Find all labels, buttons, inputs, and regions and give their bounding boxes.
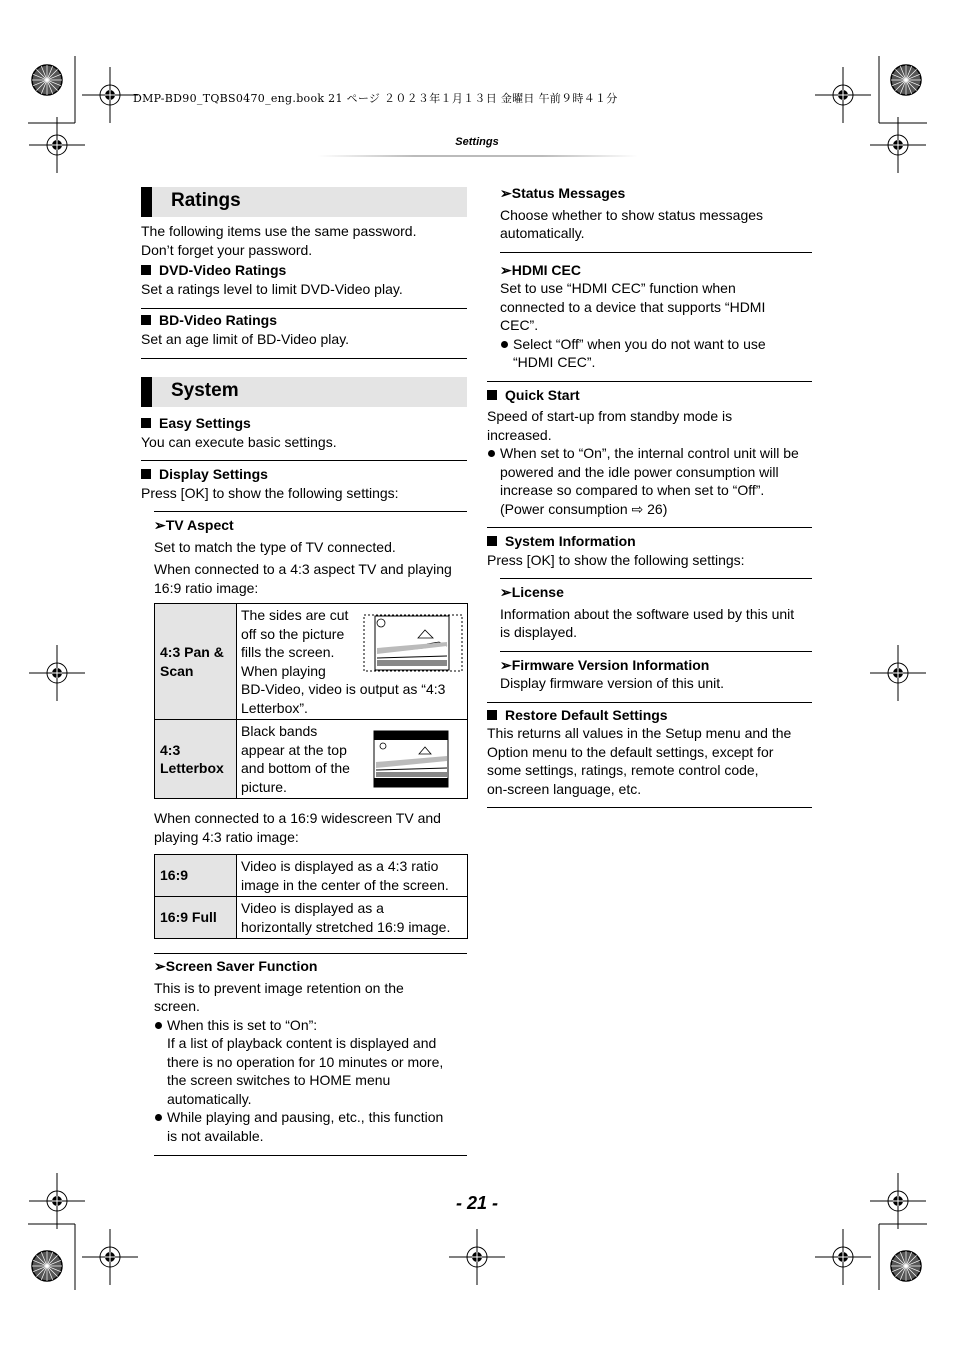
hdmi-cec-heading: ➢HDMI CEC bbox=[500, 261, 581, 278]
square-bullet-icon bbox=[141, 315, 151, 325]
option-key bbox=[155, 720, 237, 799]
restore-defaults-heading bbox=[487, 706, 812, 725]
tv-aspect-43-line1: When connected to a 4:3 aspect TV and playing bbox=[154, 561, 452, 577]
tv-aspect-169-line2: playing 4:3 ratio image: bbox=[154, 828, 299, 845]
table-row bbox=[155, 604, 468, 720]
table-row bbox=[155, 720, 468, 799]
tv-aspect-desc: Set to match the type of TV connected. bbox=[154, 538, 396, 555]
screen-saver-label: Screen Saver Function bbox=[165, 958, 318, 974]
option-key-line: 4:3 Pan & bbox=[160, 644, 224, 660]
divider bbox=[487, 527, 812, 528]
bullet-line: there is no operation for 10 minutes or more, bbox=[167, 1053, 444, 1070]
divider bbox=[154, 511, 467, 512]
option-value-line: The sides are cut bbox=[241, 607, 349, 623]
table-row bbox=[155, 897, 468, 939]
divider bbox=[141, 460, 467, 461]
quick-start-heading bbox=[487, 386, 812, 405]
screen-saver-bullet-2 bbox=[154, 1108, 467, 1145]
tv-aspect-43-table bbox=[154, 603, 468, 799]
restore-defaults-line3: some settings, ratings, remote control code, bbox=[487, 762, 759, 778]
section-bar bbox=[141, 187, 152, 217]
letterbox-illustration bbox=[373, 730, 449, 788]
option-value-line: fills the screen. bbox=[241, 644, 335, 660]
option-value bbox=[237, 604, 468, 720]
screen-saver-heading: ➢Screen Saver Function bbox=[154, 958, 318, 974]
quick-start-label: Quick Start bbox=[505, 386, 580, 403]
running-head-rule bbox=[318, 155, 638, 157]
divider bbox=[154, 1155, 467, 1156]
divider bbox=[487, 381, 812, 382]
display-settings-continued bbox=[500, 184, 812, 372]
tv-aspect-heading: ➢TV Aspect bbox=[154, 517, 234, 533]
option-key-line: Scan bbox=[160, 662, 194, 679]
license-label: License bbox=[511, 584, 564, 600]
bullet-line: powered and the idle power consumption will bbox=[500, 463, 779, 480]
square-bullet-icon bbox=[487, 710, 497, 720]
table-row bbox=[155, 855, 468, 897]
hdmi-cec-bullet bbox=[500, 335, 812, 372]
easy-settings-label: Easy Settings bbox=[159, 415, 251, 431]
page-number: - 21 - bbox=[455, 1193, 498, 1213]
restore-defaults-line2: Option menu to the default settings, except for bbox=[487, 743, 774, 760]
dvd-video-ratings-heading bbox=[141, 261, 467, 280]
square-bullet-icon bbox=[141, 469, 151, 479]
license-heading: ➢License bbox=[500, 584, 564, 600]
running-head: Settings bbox=[455, 136, 499, 148]
screen-saver-line2: screen. bbox=[154, 998, 200, 1014]
quick-start-bullet bbox=[487, 444, 812, 518]
tv-aspect-43-line2: 16:9 ratio image: bbox=[154, 579, 259, 596]
divider bbox=[487, 702, 812, 703]
license-line1: Information about the software used by this unit bbox=[500, 605, 795, 622]
square-bullet-icon bbox=[487, 390, 497, 400]
bullet-line: automatically. bbox=[167, 1090, 252, 1107]
option-value-line: appear at the top bbox=[241, 741, 347, 758]
tv-aspect-169-table bbox=[154, 854, 468, 939]
restore-defaults-line1: This returns all values in the Setup menu and the bbox=[487, 725, 792, 741]
tv-aspect-169-line1: When connected to a 16:9 widescreen TV and bbox=[154, 810, 441, 826]
screen-saver-bullet-1 bbox=[154, 1016, 467, 1109]
system-information-desc: Press [OK] to show the following settings: bbox=[487, 551, 745, 568]
license-line2: is displayed. bbox=[500, 624, 578, 640]
option-value bbox=[237, 720, 468, 799]
book-file-header: DMP-BD90_TQBS0470_eng.book 21 ページ ２０２３年１月１３日 金曜日 午前９時４１分 bbox=[133, 92, 618, 105]
bullet-dot-icon bbox=[155, 1114, 162, 1121]
option-key-line: Letterbox bbox=[160, 760, 224, 776]
pan-scan-illustration bbox=[363, 614, 463, 672]
bullet-line: “HDMI CEC”. bbox=[513, 354, 596, 370]
restore-defaults-label: Restore Default Settings bbox=[505, 706, 668, 723]
divider bbox=[154, 953, 467, 954]
divider bbox=[500, 651, 812, 652]
display-settings-subitems bbox=[154, 511, 467, 1156]
bullet-line: (Power consumption ⇨ 26) bbox=[500, 500, 668, 517]
bullet-line: If a list of playback content is displayed and bbox=[167, 1035, 437, 1051]
firmware-desc: Display firmware version of this unit. bbox=[500, 675, 725, 691]
system-information-heading bbox=[487, 532, 812, 551]
option-value-line: Video is displayed as a bbox=[241, 900, 384, 916]
bullet-line: Select “Off” when you do not want to use bbox=[513, 335, 766, 352]
square-bullet-icon bbox=[141, 418, 151, 428]
option-key: 16:9 bbox=[155, 855, 237, 897]
option-key bbox=[155, 604, 237, 720]
option-value-line: off so the picture bbox=[241, 625, 345, 642]
bullet-dot-icon bbox=[501, 341, 508, 348]
option-value-line: and bottom of the bbox=[241, 760, 350, 776]
bullet-line: When set to “On”, the internal control unit will be bbox=[500, 445, 799, 461]
display-settings-heading bbox=[141, 465, 467, 484]
bullet-line: When this is set to “On”: bbox=[167, 1016, 318, 1033]
status-messages-line1: Choose whether to show status messages bbox=[500, 206, 764, 223]
divider bbox=[487, 807, 812, 808]
bullet-dot-icon bbox=[488, 450, 495, 457]
hdmi-cec-line2: connected to a device that supports “HDMI bbox=[500, 298, 766, 315]
bullet-line: While playing and pausing, etc., this function bbox=[167, 1109, 444, 1125]
option-value-line: BD-Video, video is output as “4:3 bbox=[241, 681, 446, 697]
status-messages-label: Status Messages bbox=[511, 185, 626, 201]
display-settings-desc: Press [OK] to show the following settings: bbox=[141, 484, 399, 501]
right-column bbox=[487, 184, 812, 808]
left-column bbox=[141, 187, 467, 1156]
display-settings-label: Display Settings bbox=[159, 466, 268, 482]
option-key-line: 4:3 bbox=[160, 741, 181, 758]
option-value-line: image in the center of the screen. bbox=[241, 876, 449, 893]
ratings-section-header bbox=[141, 187, 467, 217]
system-information-subitems bbox=[500, 578, 812, 693]
quick-start-line2: increased. bbox=[487, 426, 552, 443]
restore-defaults-line4: on-screen language, etc. bbox=[487, 780, 642, 797]
divider bbox=[141, 308, 467, 309]
screen-saver-line1: This is to prevent image retention on the bbox=[154, 979, 404, 996]
status-messages-heading: ➢Status Messages bbox=[500, 185, 626, 201]
bullet-line: increase so compared to when set to “Off”. bbox=[500, 482, 765, 498]
square-bullet-icon bbox=[141, 265, 151, 275]
easy-settings-heading bbox=[141, 414, 467, 433]
option-value-line: When playing bbox=[241, 662, 326, 679]
option-value bbox=[237, 855, 468, 897]
ratings-intro-line2: Don’t forget your password. bbox=[141, 241, 313, 258]
divider bbox=[500, 252, 812, 253]
dvd-video-ratings-desc: Set a ratings level to limit DVD-Video play. bbox=[141, 280, 403, 297]
firmware-heading: ➢Firmware Version Information bbox=[500, 656, 710, 673]
tv-aspect-label: TV Aspect bbox=[165, 517, 234, 533]
system-title: System bbox=[171, 380, 239, 401]
square-bullet-icon bbox=[487, 536, 497, 546]
firmware-label: Firmware Version Information bbox=[511, 656, 710, 673]
ratings-intro-line1: The following items use the same password. bbox=[141, 223, 417, 239]
bd-video-ratings-desc: Set an age limit of BD-Video play. bbox=[141, 330, 350, 347]
option-value-line: horizontally stretched 16:9 image. bbox=[241, 918, 451, 935]
easy-settings-desc: You can execute basic settings. bbox=[141, 433, 337, 450]
bd-video-ratings-label: BD-Video Ratings bbox=[159, 312, 277, 328]
system-information-label: System Information bbox=[505, 533, 636, 549]
system-section-header bbox=[141, 377, 467, 407]
bd-video-ratings-heading bbox=[141, 311, 467, 330]
option-value-line: Black bands bbox=[241, 723, 318, 739]
hdmi-cec-label: HDMI CEC bbox=[511, 261, 581, 278]
hdmi-cec-line1: Set to use “HDMI CEC” function when bbox=[500, 280, 736, 296]
option-value-line: picture. bbox=[241, 778, 287, 795]
quick-start-line1: Speed of start-up from standby mode is bbox=[487, 408, 733, 424]
option-value-line: Letterbox”. bbox=[241, 699, 308, 716]
option-value-line: Video is displayed as a 4:3 ratio bbox=[241, 858, 439, 874]
option-value bbox=[237, 897, 468, 939]
bullet-dot-icon bbox=[155, 1022, 162, 1029]
hdmi-cec-line3: CEC”. bbox=[500, 317, 539, 333]
section-bar bbox=[141, 377, 152, 407]
bullet-line: is not available. bbox=[167, 1127, 264, 1144]
bullet-line: the screen switches to HOME menu bbox=[167, 1072, 391, 1088]
dvd-video-ratings-label: DVD-Video Ratings bbox=[159, 262, 287, 278]
ratings-title: Ratings bbox=[171, 190, 241, 211]
option-key: 16:9 Full bbox=[155, 897, 237, 939]
status-messages-line2: automatically. bbox=[500, 225, 585, 241]
divider bbox=[500, 578, 812, 579]
